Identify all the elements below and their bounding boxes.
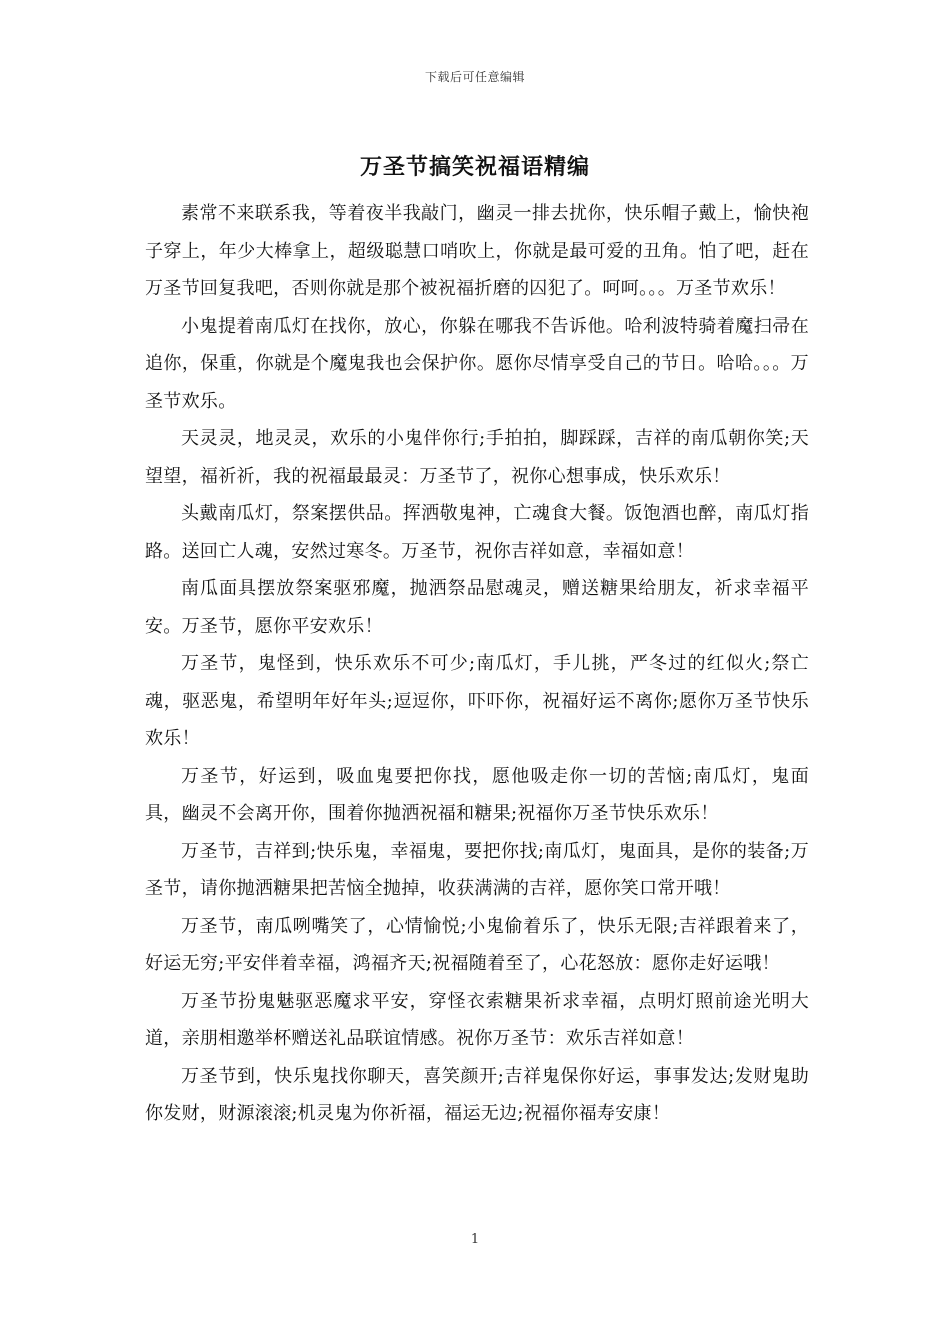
paragraph-6: 万圣节，鬼怪到，快乐欢乐不可少;南瓜灯，手儿挑，严冬过的红似火;祭亡魂，驱恶鬼，希望明年好年头;逗逗你，吓吓你，祝福好运不离你;愿你万圣节快乐欢乐！ bbox=[145, 653, 809, 749]
paragraph-4: 头戴南瓜灯，祭案摆供品。挥洒敬鬼神，亡魂食大餐。饭饱酒也醉，南瓜灯指路。送回亡人魂，安然过寒冬。万圣节，祝你吉祥如意，幸福如意！ bbox=[145, 503, 809, 562]
paragraph-8: 万圣节，吉祥到;快乐鬼，幸福鬼，要把你找;南瓜灯，鬼面具，是你的装备;万圣节，请你抛洒糖果把苦恼全抛掉，收获满满的吉祥，愿你笑口常开哦！ bbox=[145, 840, 809, 899]
paragraph-2: 小鬼提着南瓜灯在找你，放心，你躲在哪我不告诉他。哈利波特骑着魔扫帚在追你，保重，你就是个魔鬼我也会保护你。愿你尽情享受自己的节日。哈哈。。。万圣节欢乐。 bbox=[145, 315, 809, 412]
paragraph-3: 天灵灵，地灵灵，欢乐的小鬼伴你行;手拍拍，脚踩踩，吉祥的南瓜朝你笑;天望望，福祈祈，我的祝福最最灵：万圣节了，祝你心想事成，快乐欢乐！ bbox=[145, 428, 809, 487]
document-title: 万圣节搞笑祝福语精编 bbox=[359, 154, 590, 180]
paragraph-11: 万圣节到，快乐鬼找你聊天，喜笑颜开;吉祥鬼保你好运，事事发达;发财鬼助你发财，财源滚滚;机灵鬼为你祈福，福运无边;祝福你福寿安康！ bbox=[145, 1065, 809, 1124]
paragraph-1: 素常不来联系我，等着夜半我敲门，幽灵一排去扰你，快乐帽子戴上，愉快袍子穿上，年少大棒拿上，超级聪慧口哨吹上，你就是最可爱的丑角。怕了吧，赶在万圣节回复我吧，否则你就是那个被祝福折磨的囚犯了。呵呵。。。万圣节欢乐！ bbox=[145, 203, 809, 299]
paragraph-10: 万圣节扮鬼魅驱恶魔求平安，穿怪衣索糖果祈求幸福，点明灯照前途光明大道，亲朋相邀举杯赠送礼品联谊情感。祝你万圣节：欢乐吉祥如意！ bbox=[145, 990, 809, 1049]
paragraph-7: 万圣节，好运到，吸血鬼要把你找，愿他吸走你一切的苦恼;南瓜灯，鬼面具，幽灵不会离开你，围着你抛洒祝福和糖果;祝福你万圣节快乐欢乐！ bbox=[145, 765, 809, 824]
document-body bbox=[145, 195, 809, 1133]
header-note: 下载后可任意编辑 bbox=[424, 70, 525, 84]
paragraph-9: 万圣节，南瓜咧嘴笑了，心情愉悦;小鬼偷着乐了，快乐无限;吉祥跟着来了，好运无穷;平安伴着幸福，鸿福齐天;祝福随着至了，心花怒放：愿你走好运哦！ bbox=[145, 915, 809, 974]
paragraph-5: 南瓜面具摆放祭案驱邪魔，抛洒祭品慰魂灵，赠送糖果给朋友，祈求幸福平安。万圣节，愿你平安欢乐！ bbox=[145, 578, 809, 637]
page-number: 1 bbox=[470, 1232, 480, 1247]
